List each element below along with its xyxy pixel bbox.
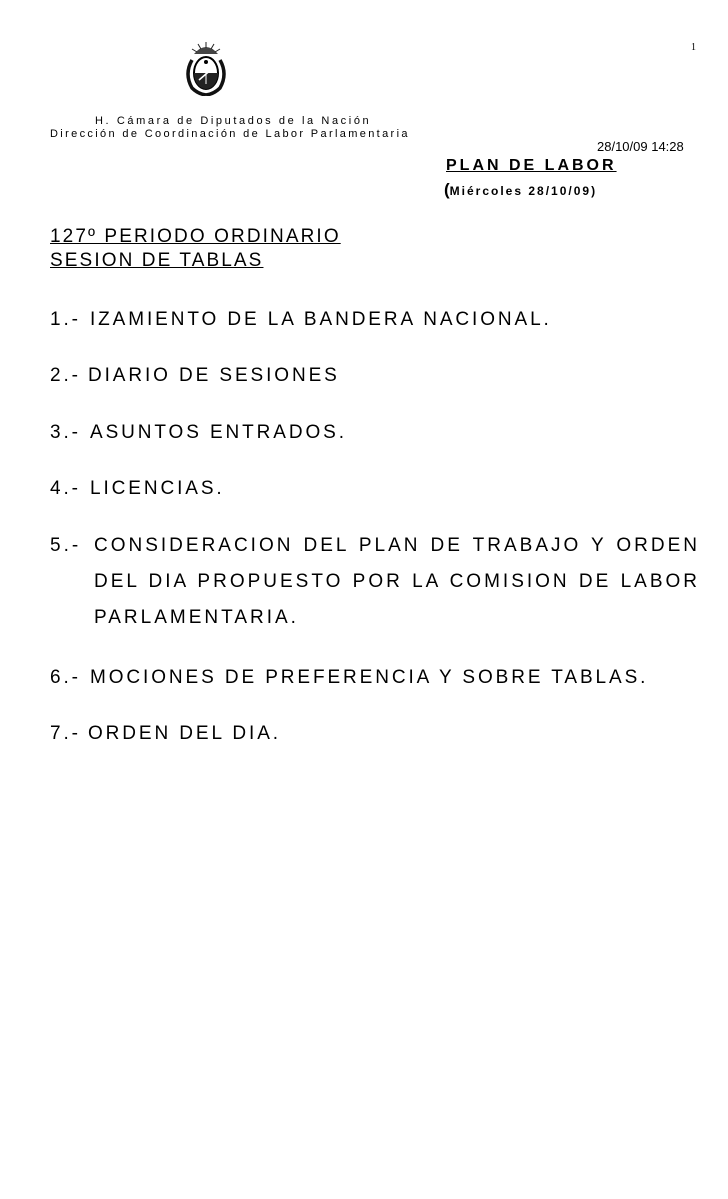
agenda-item xyxy=(50,528,700,636)
item-number: 4.- xyxy=(50,478,81,499)
agenda-item xyxy=(50,308,552,332)
plan-title: PLAN DE LABOR xyxy=(446,157,617,174)
item-text: ORDEN DEL DIA. xyxy=(88,723,281,744)
item-number: 2.- xyxy=(50,365,81,386)
item-text: DIARIO DE SESIONES xyxy=(88,365,340,386)
agenda-item xyxy=(50,421,347,445)
item-number: 7.- xyxy=(50,723,81,744)
session-type: SESION DE TABLAS xyxy=(50,250,264,271)
page-number: 1 xyxy=(691,42,696,53)
department-name: Dirección de Coordinación de Labor Parlamentaria xyxy=(50,128,410,140)
agenda-item xyxy=(50,666,648,690)
item-number: 1.- xyxy=(50,309,81,330)
national-coat-of-arms-icon xyxy=(180,40,232,96)
item-text: ASUNTOS ENTRADOS. xyxy=(90,422,347,443)
agenda-item xyxy=(50,722,281,746)
item-number: 3.- xyxy=(50,422,81,443)
item-text: MOCIONES DE PREFERENCIA Y SOBRE TABLAS. xyxy=(90,667,649,688)
plan-date xyxy=(444,180,597,200)
plan-date-text: Miércoles 28/10/09) xyxy=(449,184,598,198)
plan-date-paren: ( xyxy=(444,180,450,199)
document-datetime: 28/10/09 14:28 xyxy=(597,139,684,154)
institution-name: H. Cámara de Diputados de la Nación xyxy=(95,115,372,127)
session-period: 127º PERIODO ORDINARIO xyxy=(50,226,341,247)
item-number: 6.- xyxy=(50,667,81,688)
item-text: IZAMIENTO DE LA BANDERA NACIONAL. xyxy=(90,309,552,330)
agenda-item xyxy=(50,477,225,501)
item-text: LICENCIAS. xyxy=(90,478,225,499)
agenda-item xyxy=(50,364,340,388)
item-number: 5.- xyxy=(50,535,82,556)
item-text: CONSIDERACION DEL PLAN DE TRABAJO Y ORDEN DEL DIA PROPUESTO POR LA COMISION DE LABOR PARLAMENTARIA. xyxy=(94,535,700,628)
